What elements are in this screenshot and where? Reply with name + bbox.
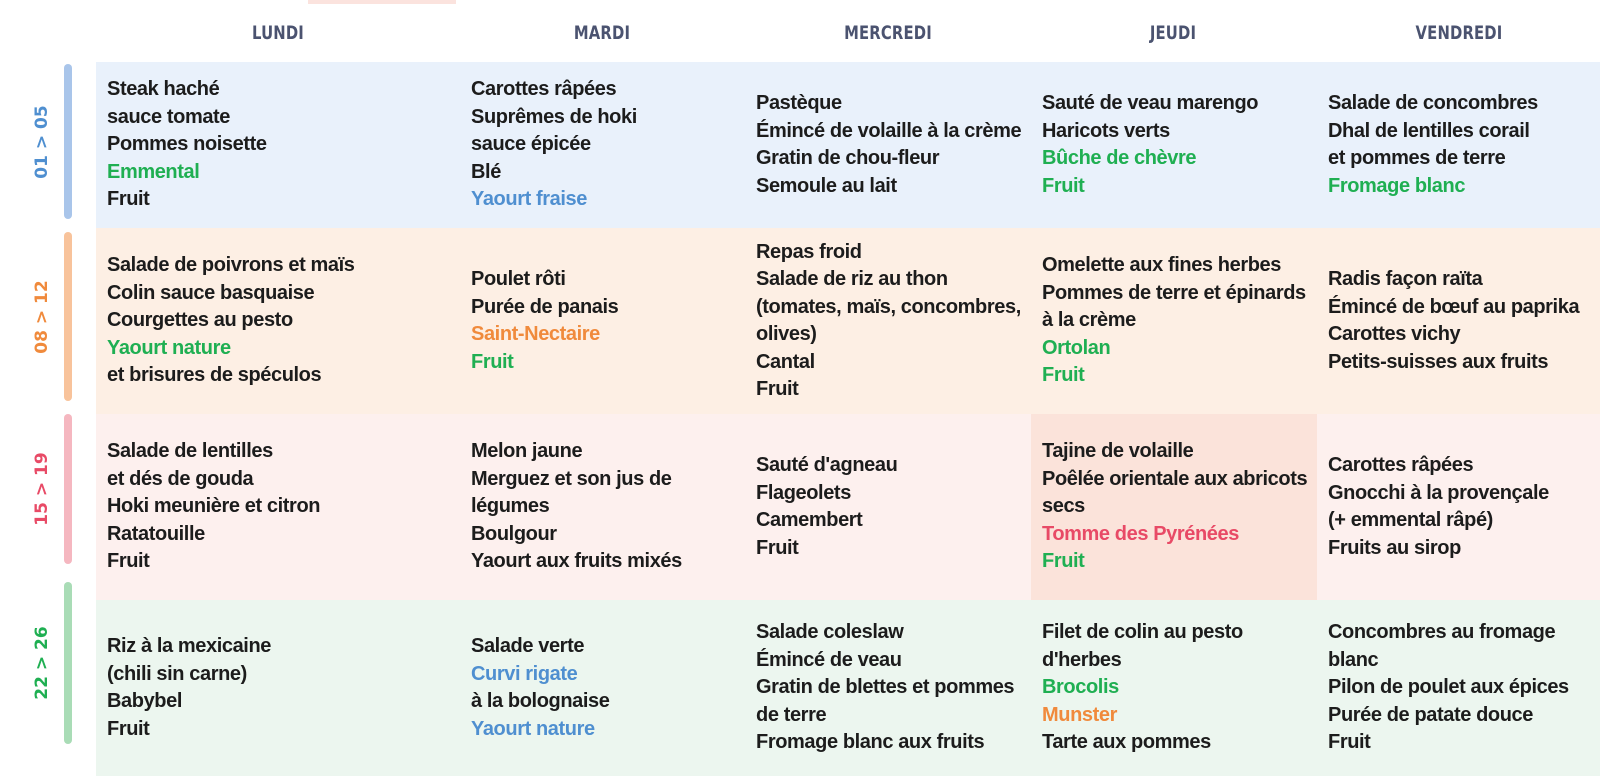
day-header-jeudi: JEUDI — [1149, 22, 1197, 44]
day-header-mercredi: MERCREDI — [844, 22, 932, 44]
menu-item: Pommes noisette — [107, 133, 267, 156]
menu-item: Sauté d'agneau — [756, 454, 898, 476]
menu-item: Tomme des Pyrénées — [1042, 522, 1239, 545]
menu-item: Carottes vichy — [1328, 323, 1461, 345]
menu-item: Fruit — [1042, 550, 1085, 573]
menu-item: Repas froid — [756, 240, 862, 263]
menu-item: Salade de riz au thon — [756, 268, 948, 290]
menu-cell-mardi — [460, 62, 745, 228]
menu-item: et pommes de terre — [1328, 147, 1506, 169]
menu-item: Courgettes au pesto — [107, 309, 293, 332]
week-accent-bar — [64, 414, 72, 564]
day-header-vendredi: VENDREDI — [1415, 22, 1503, 44]
menu-item: Filet de colin au pesto — [1042, 621, 1243, 644]
menu-item: Ortolan — [1042, 336, 1111, 359]
menu-cell-jeudi — [1031, 414, 1317, 600]
menu-item: (tomates, maïs, concombres, — [756, 295, 1021, 318]
week-label-text: 08 > 12 — [32, 279, 52, 354]
menu-item: sauce épicée — [471, 133, 591, 156]
menu-cell-lundi — [96, 600, 460, 776]
menu-cell-vendredi — [1317, 600, 1600, 776]
menu-item: et dés de gouda — [107, 467, 254, 490]
week-accent-bar — [64, 64, 72, 219]
menu-cell-lundi — [96, 414, 460, 600]
menu-cell-mercredi — [745, 228, 1031, 414]
menu-item: Yaourt fraise — [471, 188, 587, 211]
menu-item: Ratatouille — [107, 522, 205, 545]
menu-item: Fromage blanc — [1328, 174, 1466, 197]
menu-cell-mercredi — [745, 414, 1031, 600]
menu-item: secs — [1042, 495, 1085, 518]
menu-item: Gnocchi à la provençale — [1328, 481, 1549, 504]
menu-item: Brocolis — [1042, 676, 1119, 699]
menu-item: Fruit — [1042, 174, 1085, 197]
menu-cell-mardi — [460, 228, 745, 414]
days-header — [96, 14, 1600, 60]
menu-item: Émincé de veau — [756, 648, 902, 671]
menu-cell-lundi — [96, 228, 460, 414]
menu-cell-mercredi — [745, 600, 1031, 776]
menu-item: Salade de lentilles — [107, 440, 273, 463]
menu-item: Suprêmes de hoki — [471, 105, 637, 128]
menu-item: Salade de concombres — [1328, 92, 1538, 114]
menu-item: Blé — [471, 160, 501, 183]
week-label-text: 15 > 19 — [32, 452, 52, 526]
menu-item: Boulgour — [471, 522, 557, 545]
menu-item: Carottes râpées — [1328, 454, 1474, 476]
menu-cell-jeudi — [1031, 600, 1317, 776]
menu-item: à la bolognaise — [471, 690, 610, 712]
day-header-mardi: MARDI — [573, 22, 631, 44]
menu-item: Semoule au lait — [756, 174, 897, 197]
menu-item: Fruit — [756, 536, 799, 559]
menu-item: Emmental — [107, 160, 200, 183]
week-label-text: 01 > 05 — [32, 104, 52, 179]
menu-item: Poêlée orientale aux abricots — [1042, 467, 1308, 490]
menu-item: Émincé de volaille à la crème — [756, 119, 1022, 142]
menu-item: à la crème — [1042, 309, 1136, 332]
week-accent-bar — [64, 232, 72, 401]
menu-item: Fruit — [1328, 731, 1371, 754]
week-label-text: 22 > 26 — [32, 626, 52, 700]
menu-item: Riz à la mexicaine — [107, 635, 272, 657]
menu-item: Hoki meunière et citron — [107, 495, 321, 518]
menu-item: sauce tomate — [107, 105, 231, 128]
day-header-lundi: LUNDI — [252, 22, 304, 44]
menu-cell-vendredi — [1317, 62, 1600, 228]
menu-item: Fruit — [1042, 364, 1085, 387]
menu-cell-lundi — [96, 62, 460, 228]
menu-item: Pastèque — [756, 92, 842, 114]
menu-item: Émincé de bœuf au paprika — [1328, 295, 1580, 318]
menu-item: Tarte aux pommes — [1042, 731, 1211, 754]
menu-item: Poulet rôti — [471, 268, 566, 290]
menu-item: Salade coleslaw — [756, 621, 904, 644]
menu-item: Radis façon raïta — [1328, 268, 1483, 290]
menu-item: Colin sauce basquaise — [107, 281, 315, 304]
menu-item: de terre — [756, 703, 827, 726]
menu-item: Tajine de volaille — [1042, 440, 1194, 463]
menu-item: Cantal — [756, 350, 815, 373]
menu-item: Salade de poivrons et maïs — [107, 254, 355, 277]
menu-item: Carottes râpées — [471, 78, 617, 101]
menu-item: Purée de patate douce — [1328, 703, 1533, 726]
menu-item: légumes — [471, 495, 550, 518]
menu-item: Fromage blanc aux fruits — [756, 731, 985, 754]
menu-item: et brisures de spéculos — [107, 364, 322, 387]
menu-item: Curvi rigate — [471, 662, 578, 685]
menu-cell-mercredi — [745, 62, 1031, 228]
menu-item: Fruit — [107, 717, 150, 740]
menu-cell-vendredi — [1317, 414, 1600, 600]
menu-item: Dhal de lentilles corail — [1328, 119, 1530, 142]
menu-item: Haricots verts — [1042, 119, 1170, 142]
week-row — [96, 62, 1600, 228]
menu-item: olives) — [756, 323, 817, 345]
menu-item: Steak haché — [107, 78, 220, 101]
menu-cell-mardi — [460, 414, 745, 600]
menu-item: Camembert — [756, 509, 863, 531]
week-row — [96, 228, 1600, 414]
menu-cell-vendredi — [1317, 228, 1600, 414]
menu-item: Yaourt nature — [471, 717, 595, 740]
menu-item: Concombres au fromage — [1328, 621, 1556, 644]
top-accent-strip — [308, 0, 456, 4]
menu-item: Babybel — [107, 690, 183, 712]
menu-item: Yaourt nature — [107, 336, 231, 359]
menu-item: (chili sin carne) — [107, 662, 247, 685]
menu-item: Petits-suisses aux fruits — [1328, 350, 1549, 373]
menu-cell-mardi — [460, 600, 745, 776]
menu-item: Fruits au sirop — [1328, 536, 1461, 559]
menu-item: Bûche de chèvre — [1042, 147, 1197, 169]
menu-item: Sauté de veau marengo — [1042, 92, 1259, 114]
menu-item: Merguez et son jus de — [471, 467, 672, 490]
menu-item: d'herbes — [1042, 648, 1122, 671]
menu-cell-jeudi — [1031, 228, 1317, 414]
menu-item: Fruit — [471, 350, 514, 373]
week-accent-bar — [64, 582, 72, 744]
menu-item: Pommes de terre et épinards — [1042, 281, 1306, 304]
menu-item: Flageolets — [756, 481, 851, 504]
menu-item: Omelette aux fines herbes — [1042, 254, 1281, 277]
menu-cell-jeudi — [1031, 62, 1317, 228]
menu-item: Gratin de blettes et pommes — [756, 676, 1015, 699]
week-row — [96, 414, 1600, 600]
menu-item: blanc — [1328, 648, 1379, 671]
week-row — [96, 600, 1600, 776]
menu-item: Salade verte — [471, 635, 585, 657]
menu-item: Fruit — [107, 550, 150, 573]
menu-item: Fruit — [756, 378, 799, 400]
menu-item: Yaourt aux fruits mixés — [471, 550, 682, 573]
menu-item: Pilon de poulet aux épices — [1328, 676, 1569, 699]
menu-item: Saint-Nectaire — [471, 323, 600, 345]
menu-item: Gratin de chou-fleur — [756, 147, 940, 169]
menu-item: Melon jaune — [471, 440, 583, 463]
menu-item: Purée de panais — [471, 295, 619, 318]
menu-item: Fruit — [107, 188, 150, 211]
menu-item: (+ emmental râpé) — [1328, 509, 1493, 531]
menu-item: Munster — [1042, 703, 1117, 726]
